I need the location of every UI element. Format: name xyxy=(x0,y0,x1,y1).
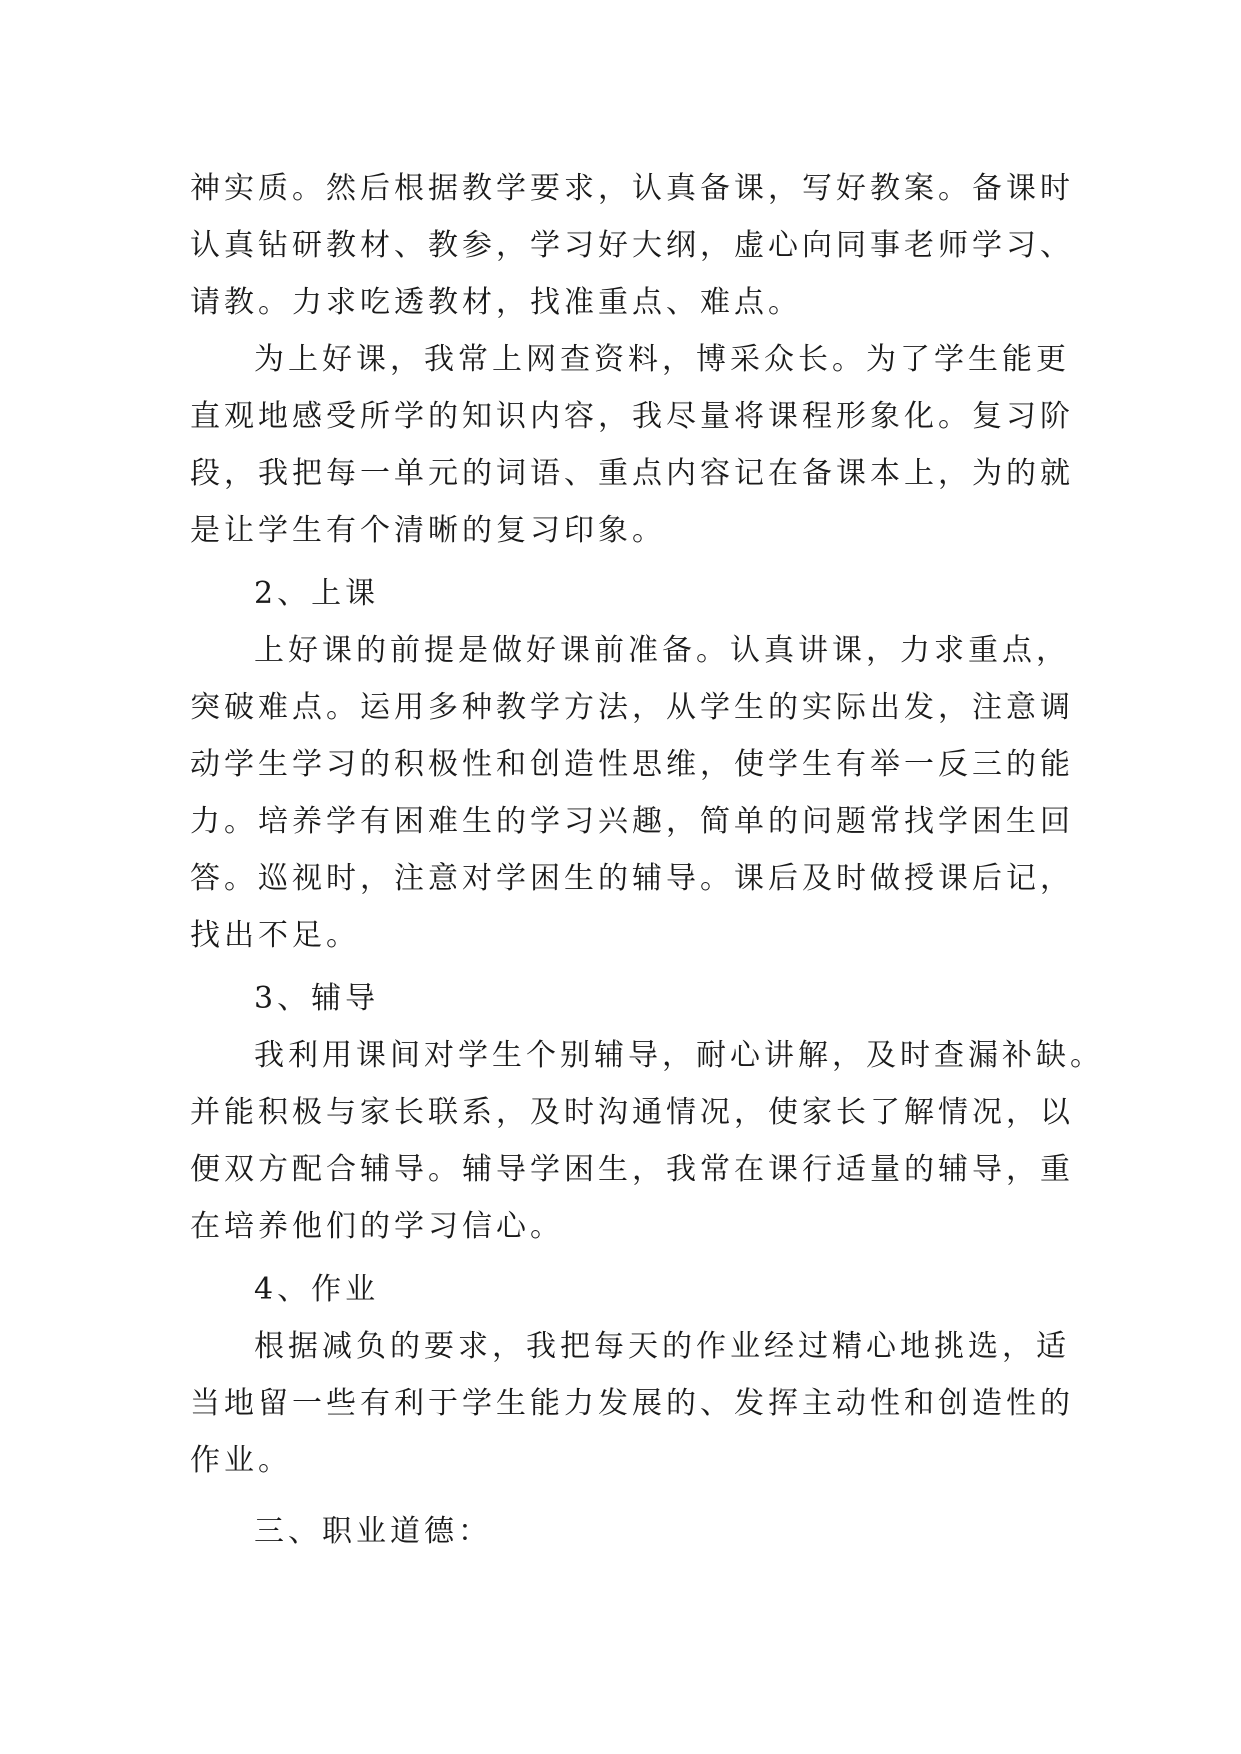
text-line: 突破难点。运用多种教学方法，从学生的实际出发，注意调 xyxy=(190,690,1074,725)
text-line: 为上好课，我常上网查资料，博采众长。为了学生能更 xyxy=(254,342,1070,377)
text-line: 我利用课间对学生个别辅导，耐心讲解，及时查漏补缺。 xyxy=(254,1038,1104,1073)
text-line: 根据减负的要求，我把每天的作业经过精心地挑选，适 xyxy=(254,1329,1070,1364)
text-line: 动学生学习的积极性和创造性思维，使学生有举一反三的能 xyxy=(190,747,1074,782)
text-line: 找出不足。 xyxy=(190,918,360,953)
section-heading: 2、上课 xyxy=(254,576,380,611)
text-line: 请教。力求吃透教材，找准重点、难点。 xyxy=(190,285,802,320)
text-line: 认真钻研教材、教参，学习好大纲，虚心向同事老师学习、 xyxy=(190,228,1074,263)
text-line: 答。巡视时，注意对学困生的辅导。课后及时做授课后记， xyxy=(190,861,1074,896)
text-line: 力。培养学有困难生的学习兴趣，简单的问题常找学困生回 xyxy=(190,804,1074,839)
section-heading: 4、作业 xyxy=(254,1272,380,1307)
text-line: 上好课的前提是做好课前准备。认真讲课，力求重点， xyxy=(254,633,1070,668)
text-line: 是让学生有个清晰的复习印象。 xyxy=(190,513,666,548)
document-body xyxy=(190,160,1104,1560)
text-line: 直观地感受所学的知识内容，我尽量将课程形象化。复习阶 xyxy=(190,399,1074,434)
text-line: 作业。 xyxy=(190,1443,292,1478)
section-heading: 3、辅导 xyxy=(254,981,380,1016)
text-line: 当地留一些有利于学生能力发展的、发挥主动性和创造性的 xyxy=(190,1386,1074,1421)
text-line: 段，我把每一单元的词语、重点内容记在备课本上，为的就 xyxy=(190,456,1074,491)
text-line: 神实质。然后根据教学要求，认真备课，写好教案。备课时 xyxy=(190,171,1074,206)
section-heading: 三、职业道德： xyxy=(254,1514,492,1549)
text-line: 并能积极与家长联系，及时沟通情况，使家长了解情况，以 xyxy=(190,1095,1074,1130)
text-line: 在培养他们的学习信心。 xyxy=(190,1209,564,1244)
text-line: 便双方配合辅导。辅导学困生，我常在课行适量的辅导，重 xyxy=(190,1152,1074,1187)
